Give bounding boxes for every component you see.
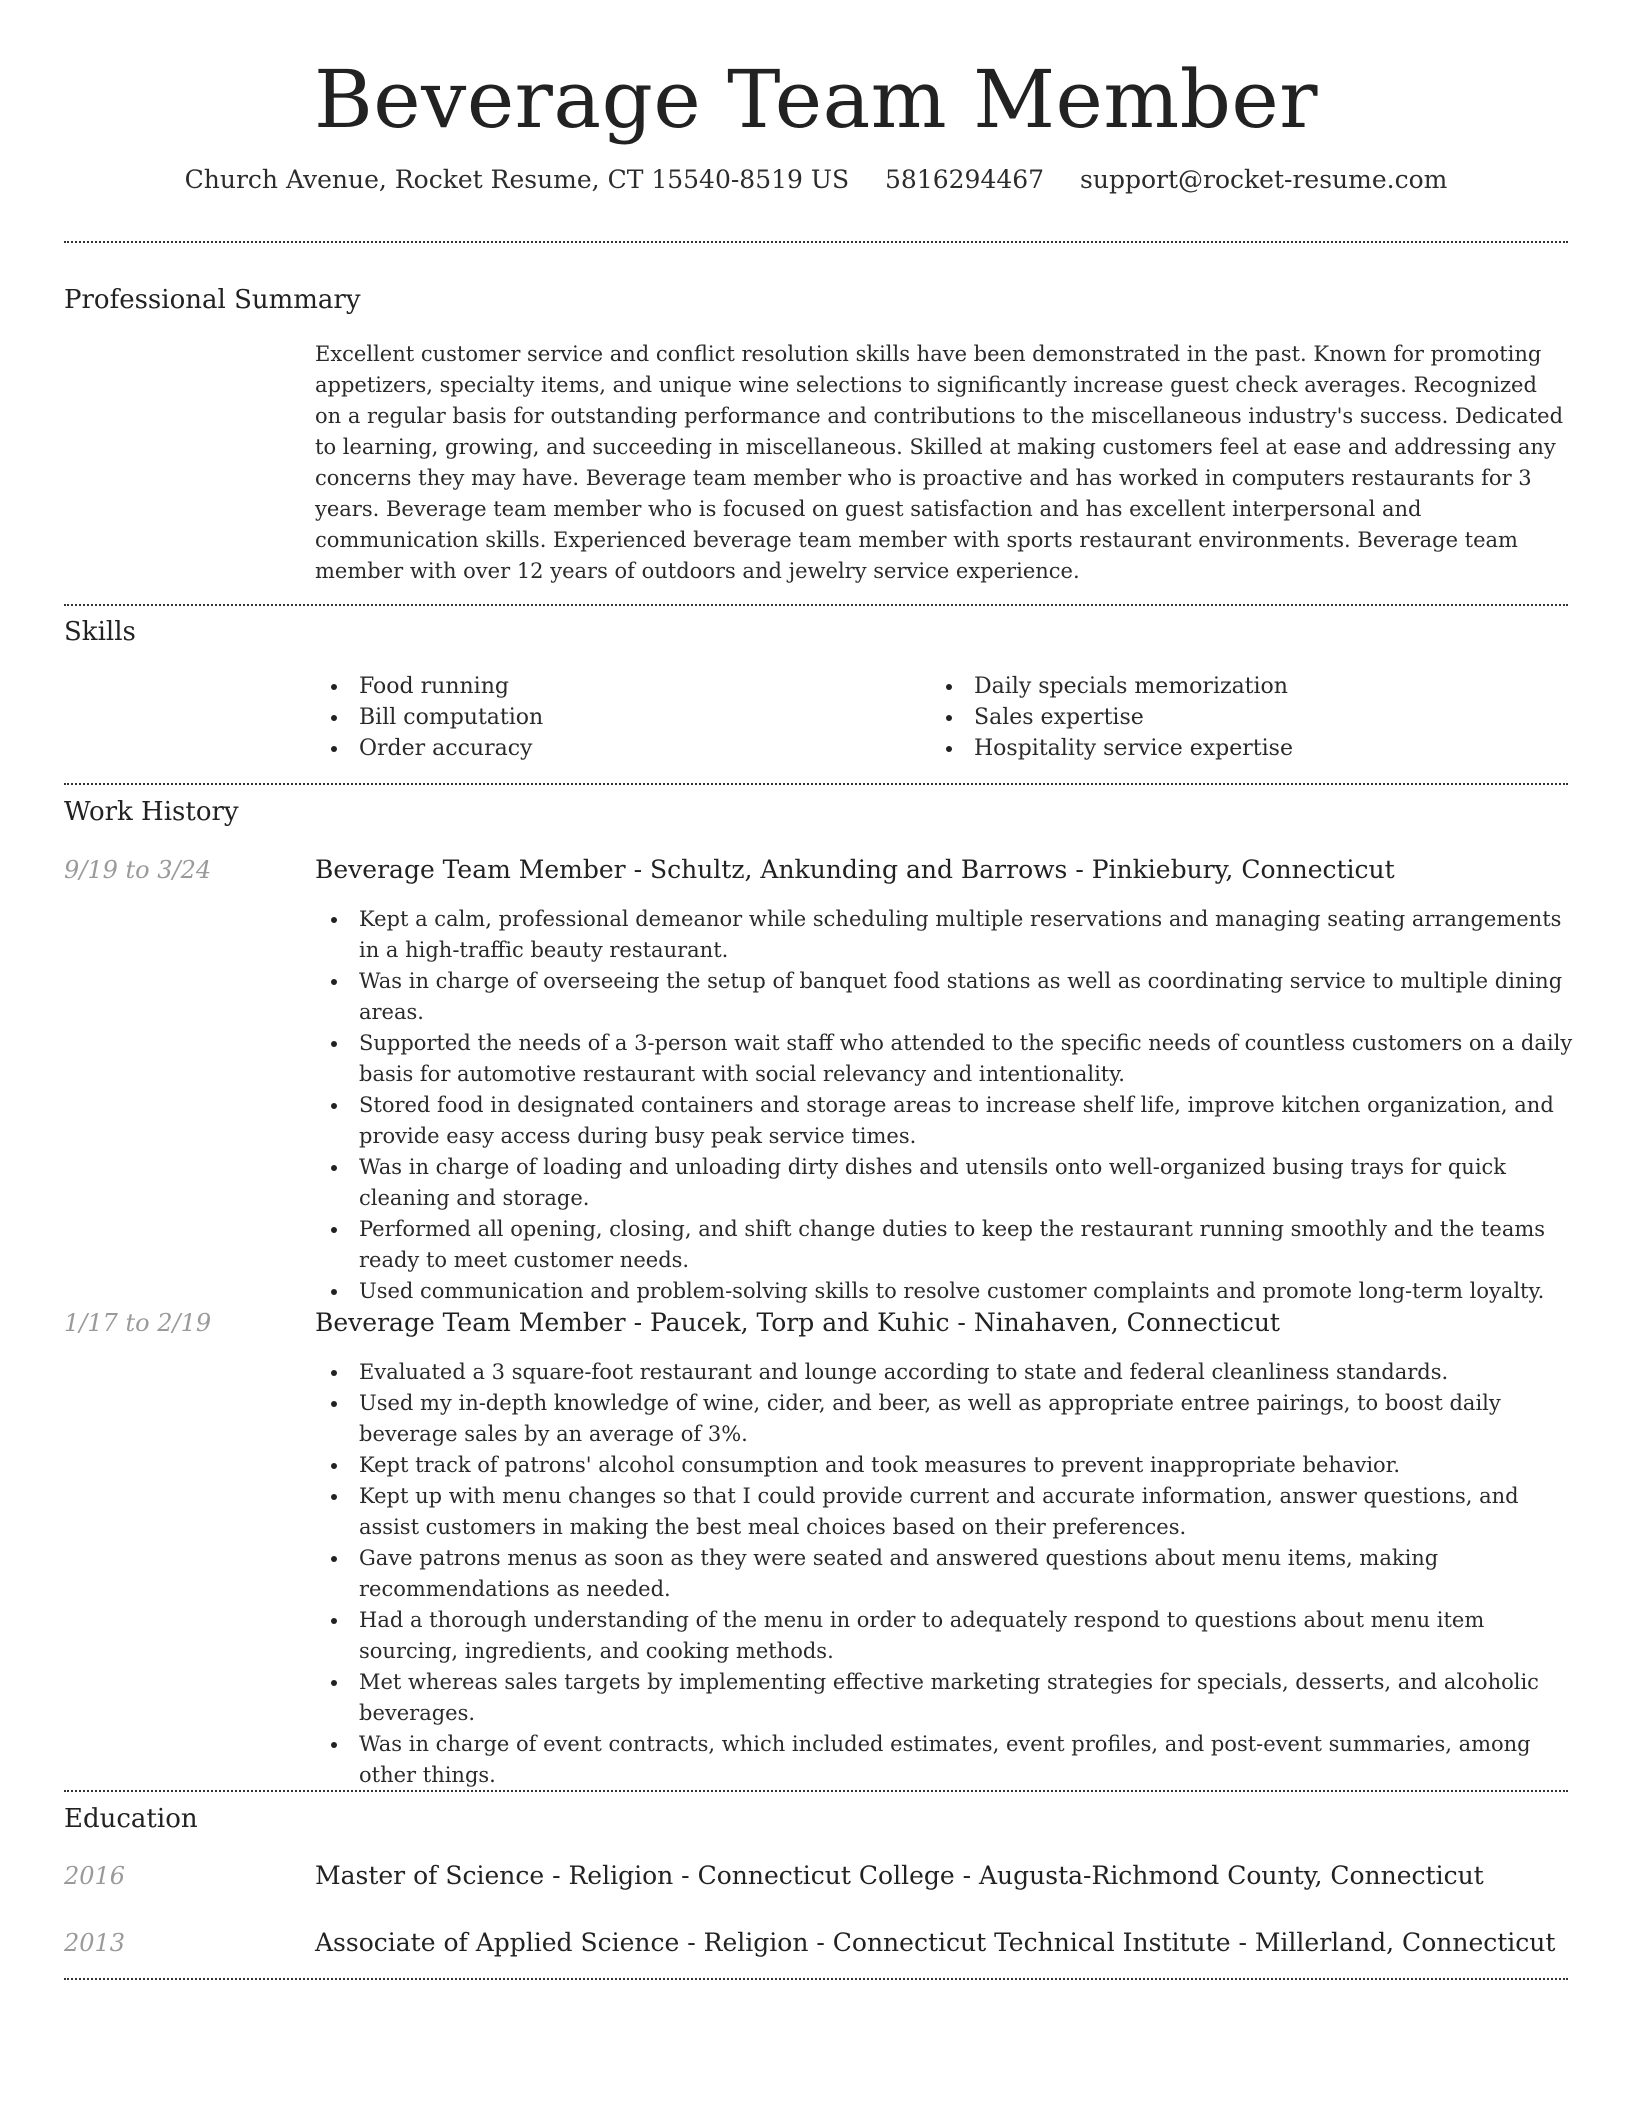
job-bullet: Used my in-depth knowledge of wine, cider, and beer, as well as appropriate entree pairings, to boost daily beverage sales by an average of 3%. xyxy=(315,1388,1575,1450)
contact-address: Church Avenue, Rocket Resume, CT 15540-8519 US xyxy=(184,165,850,194)
job-dates: 9/19 to 3/24 xyxy=(64,856,212,884)
contact-line xyxy=(0,162,1632,198)
skills-list-right xyxy=(930,671,1550,764)
job-bullet: Had a thorough understanding of the menu in order to adequately respond to questions about menu item sourcing, ingredients, and cooking methods. xyxy=(315,1605,1575,1667)
job-bullet: Stored food in designated containers and storage areas to increase shelf life, improve kitchen organization, and provide easy access during busy peak service times. xyxy=(315,1090,1575,1152)
education-entry: Master of Science - Religion - Connecticut College - Augusta-Richmond County, Connecticut xyxy=(315,1861,1484,1890)
resume-header xyxy=(0,0,1632,198)
job-bullet: Met whereas sales targets by implementing effective marketing strategies for specials, desserts, and alcoholic beverages. xyxy=(315,1667,1575,1729)
job-bullet: Was in charge of overseeing the setup of banquet food stations as well as coordinating service to multiple dining areas. xyxy=(315,966,1575,1028)
skills-list-left xyxy=(315,671,875,764)
skill-item: Food running xyxy=(315,671,875,702)
skill-item: Bill computation xyxy=(315,702,875,733)
job-bullet: Evaluated a 3 square-foot restaurant and lounge according to state and federal cleanliness standards. xyxy=(315,1357,1575,1388)
job-title: Beverage Team Member - Paucek, Torp and Kuhic - Ninahaven, Connecticut xyxy=(315,1308,1280,1337)
summary-text: Excellent customer service and conflict resolution skills have been demonstrated in the past. Known for promoting appetizers, specialty items, and unique wine selections to significantly increase guest check averages. Recognized on a regular basis for outstanding performance and contributions to the miscellaneous industry's success. Dedicated to learning, growing, and succeeding in miscellaneous. Skilled at making customers feel at ease and addressing any concerns they may have. Beverage team member who is proactive and has worked in computers restaurants for 3 years. Beverage team member who is focused on guest satisfaction and has excellent interpersonal and communication skills. Experienced beverage team member with sports restaurant environments. Beverage team member with over 12 years of outdoors and jewelry service experience. xyxy=(315,342,1564,583)
skills-title: Skills xyxy=(64,617,136,647)
skill-item: Sales expertise xyxy=(930,702,1550,733)
job-bullets xyxy=(315,904,1575,1307)
candidate-name: Beverage Team Member xyxy=(314,53,1318,146)
job-bullet: Used communication and problem-solving skills to resolve customer complaints and promote long-term loyalty. xyxy=(315,1276,1575,1307)
job-bullet: Supported the needs of a 3-person wait staff who attended to the specific needs of countless customers on a daily basis for automotive restaurant with social relevancy and intentionality. xyxy=(315,1028,1575,1090)
education-title: Education xyxy=(64,1804,198,1834)
job-bullet: Gave patrons menus as soon as they were seated and answered questions about menu items, making recommendations as needed. xyxy=(315,1543,1575,1605)
summary-title: Professional Summary xyxy=(64,285,361,315)
skill-item: Order accuracy xyxy=(315,733,875,764)
work-divider xyxy=(64,1790,1568,1792)
job-bullets xyxy=(315,1357,1575,1791)
contact-email: support@rocket-resume.com xyxy=(1080,165,1448,194)
skills-divider xyxy=(64,783,1568,785)
job-bullet: Was in charge of event contracts, which included estimates, event profiles, and post-event summaries, among other things. xyxy=(315,1729,1575,1791)
job-bullet: Kept up with menu changes so that I could provide current and accurate information, answer questions, and assist customers in making the best meal choices based on their preferences. xyxy=(315,1481,1575,1543)
skill-item: Daily specials memorization xyxy=(930,671,1550,702)
skill-item: Hospitality service expertise xyxy=(930,733,1550,764)
job-bullet: Kept a calm, professional demeanor while scheduling multiple reservations and managing seating arrangements in a high-traffic beauty restaurant. xyxy=(315,904,1575,966)
job-bullet: Kept track of patrons' alcohol consumption and took measures to prevent inappropriate behavior. xyxy=(315,1450,1575,1481)
header-divider xyxy=(64,241,1568,243)
work-title: Work History xyxy=(64,797,239,827)
education-year: 2016 xyxy=(64,1862,126,1890)
education-year: 2013 xyxy=(64,1929,126,1957)
job-dates: 1/17 to 2/19 xyxy=(64,1309,212,1337)
job-title: Beverage Team Member - Schultz, Ankunding and Barrows - Pinkiebury, Connecticut xyxy=(315,855,1395,884)
summary-divider xyxy=(64,604,1568,606)
job-bullet: Performed all opening, closing, and shift change duties to keep the restaurant running smoothly and the teams ready to meet customer needs. xyxy=(315,1214,1575,1276)
contact-phone: 5816294467 xyxy=(885,165,1045,194)
education-divider xyxy=(64,1978,1568,1980)
education-entry: Associate of Applied Science - Religion - Connecticut Technical Institute - Millerland, Connecticut xyxy=(315,1928,1556,1957)
job-bullet: Was in charge of loading and unloading dirty dishes and utensils onto well-organized busing trays for quick cleaning and storage. xyxy=(315,1152,1575,1214)
